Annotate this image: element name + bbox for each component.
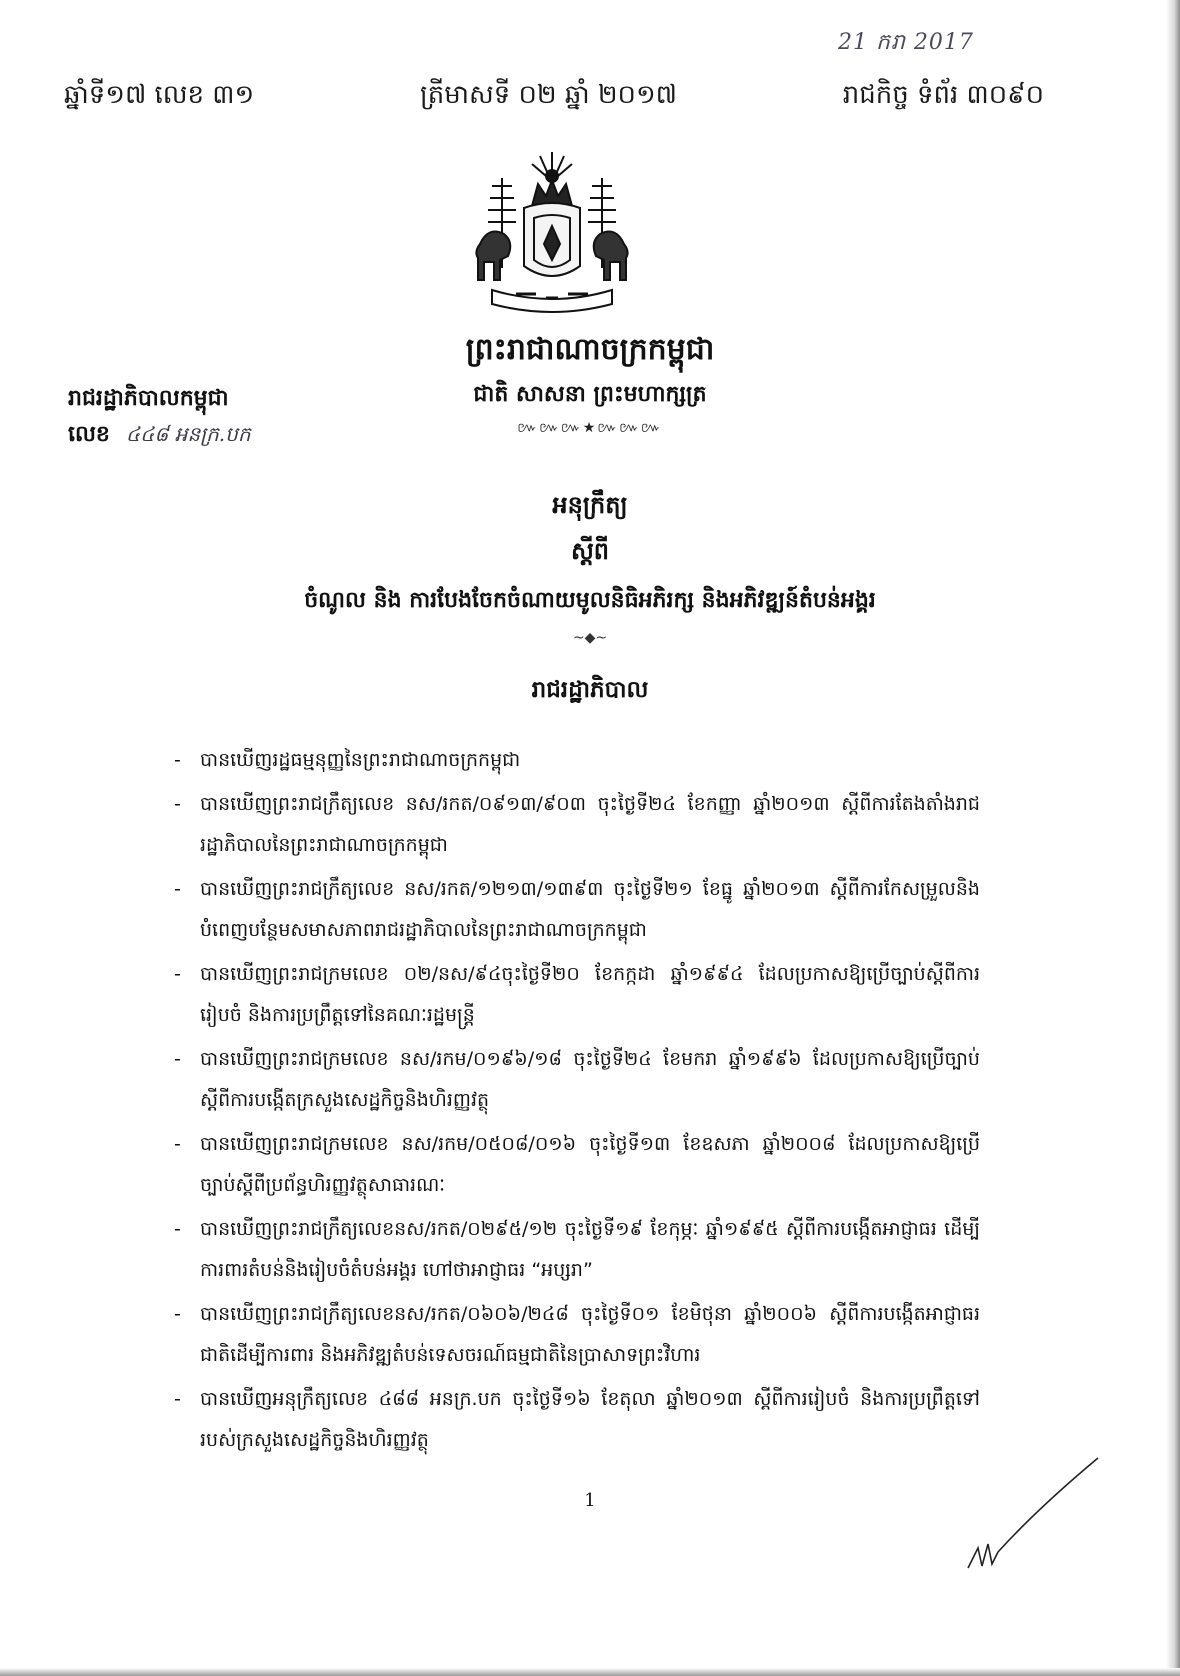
scan-edge-bottom xyxy=(0,1668,1180,1676)
list-item: - បានឃើញព្រះរាជក្រឹត្យលេខ នស/រកត/០៩១៣/៩០៣ ចុះថ្ងៃទី២៤ ខែកញ្ញា ឆ្នាំ២០១៣ ស្តីពីការតែងតាំងរាជរដ្ឋាភិបាលនៃព្រះរាជាណាចក្រកម្ពុជា xyxy=(174,793,980,856)
gazette-page: រាជកិច្ច ទំព័រ ៣០៩០ xyxy=(842,80,1044,110)
scan-edge-right xyxy=(1166,0,1180,1676)
reference-number xyxy=(68,420,251,452)
gazette-date: ត្រីមាសទី ០២ ឆ្នាំ ២០១៧ xyxy=(419,80,677,110)
list-item: - បានឃើញព្រះរាជក្រឹត្យលេខនស/រកត/០២៩៥/១២ ចុះថ្ងៃទី១៩ ខែកុម្ភៈ ឆ្នាំ១៩៩៥ ស្តីពីការបង្កើតអាជ្ញាធរ ដើម្បីការពារតំបន់និងរៀបចំតំបន់អង្គរ ហៅថាអាជ្ញាធរ “អប្សរា” xyxy=(174,1218,980,1281)
motto-ornament: ៚៚៚★៚៚៚ xyxy=(517,420,663,436)
kingdom-title: ព្រះរាជាណាចក្រកម្ពុជា xyxy=(465,332,715,367)
list-item: - បានឃើញរដ្ឋធម្មនុញ្ញនៃព្រះរាជាណាចក្រកម្ពុជា xyxy=(174,749,521,771)
royal-emblem-icon xyxy=(462,148,642,320)
list-item: - បានឃើញអនុក្រឹត្យលេខ ៤៨៨ អនក្រ.បក ចុះថ្ងៃទី១៦ ខែតុលា ឆ្នាំ២០១៣ ស្តីពីការរៀបចំ និងការប្រព្រឹត្តទៅរបស់ក្រសួងសេដ្ឋកិច្ចនិងហិរញ្ញវត្ថុ xyxy=(174,1388,980,1451)
page-number: 1 xyxy=(584,1490,596,1511)
list-item: - បានឃើញព្រះរាជក្រឹត្យលេខនស/រកត/០៦០៦/២៤៨ ចុះថ្ងៃទី០១ ខែមិថុនា ឆ្នាំ២០០៦ ស្តីពីការបង្កើតអាជ្ញាធរជាតិដើម្បីការពារ និងអភិវឌ្ឍតំបន់ទេសចរណ៍ធម្មជាតិនៃប្រាសាទព្រះវិហារ xyxy=(174,1303,980,1366)
considerations-list xyxy=(174,740,980,1464)
handwritten-date: 21 ករា 2017 xyxy=(838,30,974,55)
reference-number-label: លេខ xyxy=(68,422,110,447)
section-heading: រាជរដ្ឋាភិបាល xyxy=(531,677,649,703)
list-item: - បានឃើញព្រះរាជក្រមលេខ នស/រកម/០៥០៨/០១៦ ចុះថ្ងៃទី១៣ ខែឧសភា ឆ្នាំ២០០៨ ដែលប្រកាសឱ្យប្រើច្បាប់ស្តីពីប្រព័ន្ធហិរញ្ញវត្ថុសាធារណៈ xyxy=(174,1133,980,1196)
reference-number-value: ៤៤៨ អនក្រ.បក xyxy=(125,422,251,446)
gazette-issue: ឆ្នាំទី១៧ លេខ ៣១ xyxy=(64,80,255,110)
issuing-government: រាជរដ្ឋាភិបាលកម្ពុជា xyxy=(68,386,229,411)
list-item: - បានឃើញព្រះរាជក្រមលេខ ០២/នស/៩៤ចុះថ្ងៃទី២០ ខែកក្កដា ឆ្នាំ១៩៩៤ ដែលប្រកាសឱ្យប្រើច្បាប់ស្តីពីការរៀបចំ និងការប្រព្រឹត្តទៅនៃគណៈរដ្ឋមន្ត្រី xyxy=(174,963,980,1026)
list-item: - បានឃើញព្រះរាជក្រមលេខ នស/រកម/០១៩៦/១៨ ចុះថ្ងៃទី២៤ ខែមករា ឆ្នាំ១៩៩៦ ដែលប្រកាសឱ្យប្រើច្បាប់ស្តីពីការបង្កើតក្រសួងសេដ្ឋកិច្ចនិងហិរញ្ញវត្ថុ xyxy=(174,1048,980,1111)
divider-ornament: ~◆~ xyxy=(572,630,608,646)
document-about: ស្តីពី xyxy=(570,537,610,565)
national-motto: ជាតិ សាសនា ព្រះមហាក្សត្រ xyxy=(473,382,707,407)
list-item: - បានឃើញព្រះរាជក្រឹត្យលេខ នស/រកត/១២១៣/១៣៩៣ ចុះថ្ងៃទី២១ ខែធ្នូ ឆ្នាំ២០១៣ ស្តីពីការកែសម្រួលនិង បំពេញបន្ថែមសមាសភាពរាជរដ្ឋាភិបាលនៃព្រះរាជាណាចក្រកម្ពុជា xyxy=(174,878,980,941)
signature-icon xyxy=(958,1448,1108,1598)
gazette-header xyxy=(64,78,1044,116)
document-type: អនុក្រឹត្យ xyxy=(552,491,628,519)
document-subject: ចំណូល និង ការបែងចែកចំណាយមូលនិធិអភិរក្ស និងអភិវឌ្ឍន៍តំបន់អង្គរ xyxy=(304,588,876,613)
